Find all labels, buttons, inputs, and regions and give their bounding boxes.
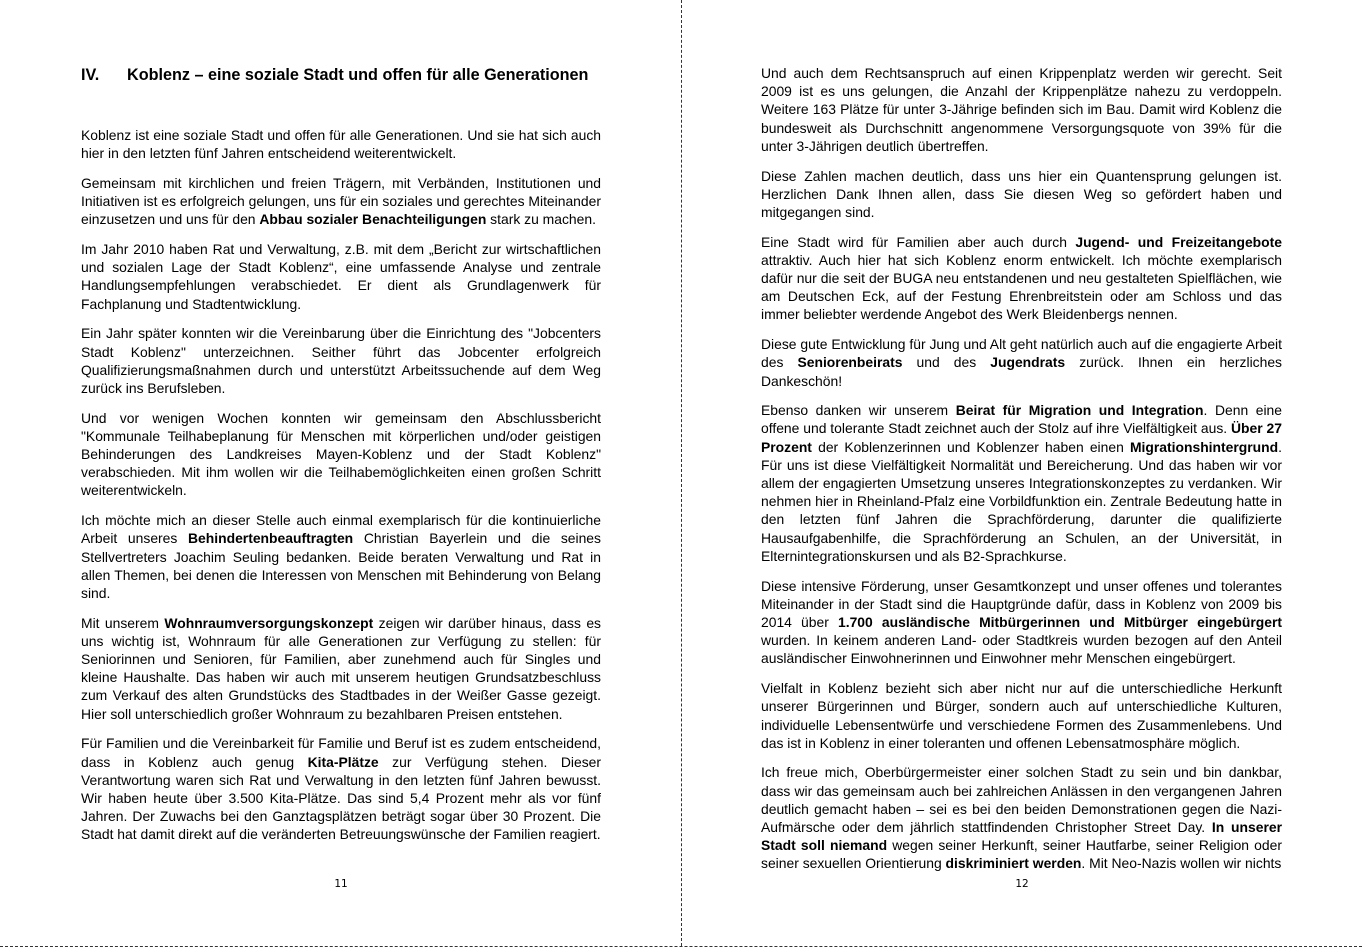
paragraph xyxy=(81,409,601,500)
paragraph xyxy=(761,335,1282,390)
bold-text-run: Behindertenbeauftragten xyxy=(188,530,354,547)
text-run: Koblenz ist eine soziale Stadt und offen für alle Generationen. Und sie hat sich auch hier in den letzten fünf Jahren entscheidend weiterentwickelt. xyxy=(81,127,601,162)
text-run: Ein Jahr später konnten wir die Vereinbarung über die Einrichtung des "Jobcenters Stadt Koblenz" unterzeichnen. Seither führt das Jobcenter erfolgreich Qualifizierungsmaßnahmen durch und unterstützt Arbeitssuchende auf dem Weg zurück ins Berufsleben. xyxy=(81,325,601,396)
text-run: Und auch dem Rechtsanspruch auf einen Krippenplatz werden wir gerecht. Seit 2009 ist es uns gelungen, die Anzahl der Krippenplätze nahezu zu verdoppeln. Weitere 163 Plätze für unter 3-Jährige befinden sich im Bau. Damit wird Koblenz die bundesweit als Durchschnitt angenommene Versorgungsquote von 39% für die unter 3-Jährigen deutlich übertreffen. xyxy=(761,65,1282,154)
bold-text-run: Wohnraumversorgungskonzept xyxy=(164,614,374,631)
paragraph xyxy=(761,679,1282,752)
bold-text-run: Seniorenbeirats xyxy=(797,354,903,371)
paragraph xyxy=(81,126,601,162)
right-text-column xyxy=(761,0,1282,884)
paragraph xyxy=(761,763,1282,872)
bold-text-run: Jugend- und Freizeitangebote xyxy=(1075,233,1283,250)
text-run: der Koblenzerinnen und Koblenzer haben einen xyxy=(811,438,1130,455)
text-run: Mit unserem xyxy=(81,614,165,631)
bold-text-run: diskriminiert werden xyxy=(945,855,1082,872)
paragraph xyxy=(761,401,1282,565)
text-run: Ich freue mich, Oberbürgermeister einer solchen Stadt zu sein und bin dankbar, dass wir das gemeinsam auch bei zahlreichen Anlässen in den vergangenen Jahren deutlich gemacht haben – sei es bei den beiden Demonstrationen gegen die Nazi-Aufmärsche oder dem jährlich stattfindenden Christopher Street Day. xyxy=(761,764,1282,836)
text-run: zur Verfügung stehen. Dieser Verantwortung waren sich Rat und Verwaltung in den letzten fünf Jahren bewusst. Wir haben heute über 3.500 Kita-Plätze. Das sind 5,4 Prozent mehr als vor fünf Jahren. Der Zuwachs bei den Ganztagsplätzen beträgt sogar über 30 Prozent. Die Stadt hat damit direkt auf die veränderten Betreuungswünsche der Familien reagiert. xyxy=(81,753,601,843)
text-run: . Denn eine offene und tolerante Stadt zeichnet auch der Stolz auf ihre Vielfältigkeit aus. xyxy=(761,402,1282,437)
bold-text-run: Abbau sozialer Benachteiligungen xyxy=(259,211,487,228)
paragraph xyxy=(761,64,1282,155)
bold-text-run: In unserer Stadt soll niemand xyxy=(761,819,1282,854)
page-divider xyxy=(681,0,682,946)
bold-text-run: Über 27 Prozent xyxy=(761,420,1282,455)
page-left xyxy=(0,0,681,946)
left-text-column xyxy=(81,0,601,855)
bold-text-run: Kita-Plätze xyxy=(307,753,379,770)
text-run: Im Jahr 2010 haben Rat und Verwaltung, z.B. mit dem „Bericht zur wirtschaftlichen und sozialen Lage der Stadt Koblenz“, eine umfassende Analyse und zentrale Handlungsempfehlungen verabschiedet. Er dient als Grundlagenwerk für Fachplanung und Stadtentwicklung. xyxy=(81,241,601,312)
text-run: stark zu machen. xyxy=(486,211,596,228)
paragraph xyxy=(81,174,601,229)
bold-text-run: Beirat für Migration und Integration xyxy=(955,402,1204,419)
text-run: Für Familien und die Vereinbarkeit für Familie und Beruf ist es zudem entscheidend, dass in Koblenz auch genug xyxy=(81,735,601,770)
paragraph xyxy=(81,324,601,397)
text-run: Ich möchte mich an dieser Stelle auch einmal exemplarisch für die kontinuierliche Arbeit unseres xyxy=(81,512,601,547)
section-title: Koblenz – eine soziale Stadt und offen für alle Generationen xyxy=(127,66,589,84)
text-run: Diese intensive Förderung, unser Gesamtkonzept und unser offenes und tolerantes Miteinander in der Stadt sind die Hauptgründe dafür, dass in Koblenz von 2009 bis 2014 über xyxy=(761,577,1282,630)
text-run: Vielfalt in Koblenz bezieht sich aber nicht nur auf die unterschiedliche Herkunft unserer Bürgerinnen und Bürger, sondern auch auf unterschiedliche Kulturen, individuelle Lebensentwürfe und verschiedene Formen des Zusammenlebens. Und das ist in Koblenz in einer toleranten und offenen Lebensatmosphäre möglich. xyxy=(761,680,1282,751)
section-number: IV. xyxy=(81,66,100,84)
text-run: Und vor wenigen Wochen konnten wir gemeinsam den Abschlussbericht "Kommunale Teilhabeplanung für Menschen mit körperlichen und/oder geistigen Behinderungen des Landkreises Mayen-Koblenz und der Stadt Koblenz" verabschieden. Mit ihm wollen wir die Teilhabemöglichkeiten einen großen Schritt weiterentwickeln. xyxy=(81,409,601,499)
text-run: wegen seiner Herkunft, seiner Hautfarbe, seiner Religion oder seiner sexuellen Orientierung xyxy=(761,837,1282,872)
bold-text-run: Jugendrats xyxy=(990,354,1066,371)
bold-text-run: 1.700 ausländische Mitbürgerinnen und Mitbürger eingebürgert xyxy=(838,613,1282,630)
text-run: wurden. In keinem anderen Land- oder Stadtkreis wurden bezogen auf den Anteil ausländischer Einwohnerinnen und Einwohner mehr Menschen eingebürgert. xyxy=(761,632,1282,667)
text-run: Eine Stadt wird für Familien aber auch durch xyxy=(761,233,1076,250)
text-run: Ebenso danken wir unserem xyxy=(761,402,956,419)
paragraph xyxy=(761,167,1282,222)
text-run: Diese gute Entwicklung für Jung und Alt geht natürlich auch auf die engagierte Arbeit des xyxy=(761,336,1282,371)
paragraph xyxy=(81,511,601,602)
text-run: attraktiv. Auch hier hat sich Koblenz enorm entwickelt. Ich möchte exemplarisch dafür nur die seit der BUGA neu entstandenen und neu gestalteten Spielflächen, wie am Deutschen Eck, auf der Festung Ehrenbreitstein oder am Schloss und das immer beliebter werdende Angebot des Werk Bleidenbergs nennen. xyxy=(761,251,1282,323)
text-run: . Mit Neo-Nazis wollen wir nichts xyxy=(1081,855,1282,872)
paragraph xyxy=(761,577,1282,668)
text-run: Diese Zahlen machen deutlich, dass uns hier ein Quantensprung gelungen ist. Herzlichen Dank Ihnen allen, dass Sie diesen Weg so gefördert haben und mitgegangen sind. xyxy=(761,167,1282,220)
paragraph xyxy=(761,233,1282,324)
text-run: und des xyxy=(902,354,991,371)
page-right xyxy=(683,0,1362,946)
text-run: zurück. Ihnen ein herzliches Dankeschön! xyxy=(761,354,1282,389)
text-run: zeigen wir darüber hinaus, dass es uns wichtig ist, Wohnraum für alle Generationen zur Verfügung zu stellen: für Seniorinnen und Senioren, für Familien, aber zunehmend auch für Singles und kleine Haushalte. Das haben wir auch mit unserem heutigen Grundsatzbeschluss zum Verkauf des alten Grundstücks des Stadtbades in der Weißer Gasse gezeigt. Hier soll unterschiedlich großer Wohnraum zu bezahlbaren Preisen entstehen. xyxy=(81,614,602,722)
page-number: 11 xyxy=(334,878,348,890)
page-bottom-border xyxy=(0,946,1362,947)
text-run: Christian Bayerlein und die seines Stellvertreters Joachim Seuling bedanken. Beide beraten Verwaltung und Rat in allen Themen, bei denen die Interessen von Menschen mit Behinderung von Belang sind. xyxy=(81,530,601,601)
text-run: . Für uns ist diese Vielfältigkeit Normalität und Bereicherung. Und das haben wir vor allem der engagierten Umsetzung unseres Integrationskonzeptes zu verdanken. Wir nehmen hier in Rheinland-Pfalz eine Vorbildfunktion ein. Zentrale Bedeutung hatte in den letzten fünf Jahren die Sprachförderung, darunter die qualifizierte Hausaufgabenhilfe, die Sprachförderung an Schulen, an der Universität, in Elternintegrationskursen und als B2-Sprachkurse. xyxy=(761,438,1282,564)
page-number: 12 xyxy=(1015,878,1029,890)
paragraph xyxy=(81,614,601,723)
bold-text-run: Migrationshintergrund xyxy=(1129,438,1279,455)
text-run: Gemeinsam mit kirchlichen und freien Trägern, mit Verbänden, Institutionen und Initiativen ist es erfolgreich gelungen, uns für ein soziales und gerechtes Miteinander einzusetzen und uns für den xyxy=(81,174,601,228)
paragraph xyxy=(81,240,601,313)
paragraph xyxy=(81,734,601,843)
